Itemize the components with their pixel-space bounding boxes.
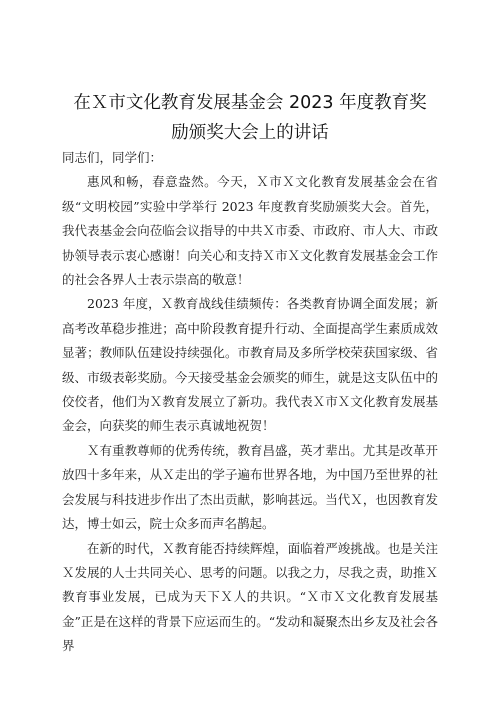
document-title	[62, 88, 438, 148]
greeting: 同志们，同学们：	[62, 150, 163, 165]
document-body	[62, 146, 438, 659]
title-line-1: 在Ｘ市文化教育发展基金会 2023 年度教育奖	[73, 93, 427, 113]
paragraph-1: 惠风和畅，春意盎然。今天，Ｘ市Ｘ文化教育发展基金会在省级“文明校园”实验中学举行 2023 年度教育奖励颁奖大会。首先，我代表基金会向莅临会议指导的中共Ｘ市委、市政府、市人大、市政协领导表示衷心感谢！向关心和支持Ｘ市Ｘ文化教育发展基金会工作的社会各界人士表示崇高的敬意！	[62, 174, 438, 288]
paragraph-2: 2023 年度，Ｘ教育战线佳绩频传：各类教育协调全面发展；新高考改革稳步推进；高中阶段教育提升行动、全面提高学生素质成效显著；教师队伍建设持续强化。市教育局及多所学校荣获国家级、省级、市级表彰奖励。今天接受基金会颁奖的师生，就是这支队伍中的佼佼者，他们为Ｘ教育发展立了新功。我代表Ｘ市Ｘ文化教育发展基金会，向获奖的师生表示真诚地祝贺！	[62, 296, 438, 434]
paragraph-3: Ｘ有重教尊师的优秀传统，教育昌盛，英才辈出。尤其是改革开放四十多年来，从Ｘ走出的学子遍布世界各地，为中国乃至世界的社会发展与科技进步作出了杰出贡献，影响甚远。当代Ｘ，也因教育发达，博士如云，院士众多而声名鹊起。	[62, 442, 438, 532]
title-line-2: 励颁奖大会上的讲话	[171, 123, 329, 143]
paragraph-4: 在新的时代，Ｘ教育能否持续辉煌，面临着严竣挑战。也是关注Ｘ发展的人士共同关心、思考的问题。以我之力，尽我之责，助推Ｘ教育事业发展，已成为天下Ｘ人的共识。“Ｘ市Ｘ文化教育发展基金”正是在这样的背景下应运而生的。“发动和凝聚杰出乡友及社会各界	[62, 540, 438, 654]
